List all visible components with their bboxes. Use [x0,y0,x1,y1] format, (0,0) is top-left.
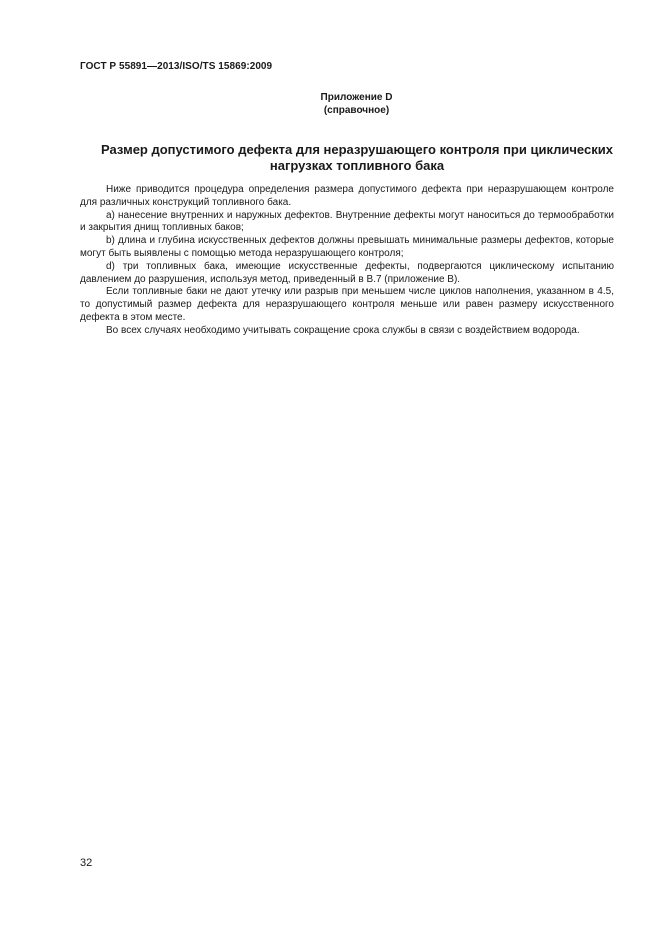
paragraph-item-b: b) длина и глубина искусственных дефектов должны превышать минимальные размеры дефектов, которые могут быть выявлены с помощью метода неразрушающего контроля; [80,235,614,259]
body-text [80,184,614,338]
section-title-line-1: Размер допустимого дефекта для неразрушающего контроля при циклических [101,142,613,157]
annex-label: Приложение D [320,92,393,103]
paragraph-hydrogen-note: Во всех случаях необходимо учитывать сокращение срока службы в связи с воздействием водорода. [106,324,580,336]
paragraph-intro: Ниже приводится процедура определения размера допустимого дефекта при неразрушающем контроле для различных конструкций топливного бака. [80,184,614,208]
annex-note: (справочное) [323,105,390,116]
section-title-line-2: нагрузках топливного бака [269,158,445,173]
page-number: 32 [80,857,93,869]
paragraph-item-d: d) три топливных бака, имеющие искусственные дефекты, подвергаются циклическому испытанию давлением до разрушения, используя метод, приведенный в В.7 (приложение В). [80,260,614,285]
section-title [72,142,642,174]
document-header: ГОСТ Р 55891—2013/ISO/TS 15869:2009 [80,61,273,72]
paragraph-leak-condition: Если топливные баки не дают утечку или разрыв при меньшем числе циклов наполнения, указанном в 4.5, то допустимый размер дефекта для неразрушающего контроля меньше или равен размеру искусственного дефекта в этом месте. [80,286,614,323]
paragraph-item-a: а) нанесение внутренних и наружных дефектов. Внутренние дефекты могут наноситься до термообработки и закрытия днищ топливных баков; [80,209,614,234]
